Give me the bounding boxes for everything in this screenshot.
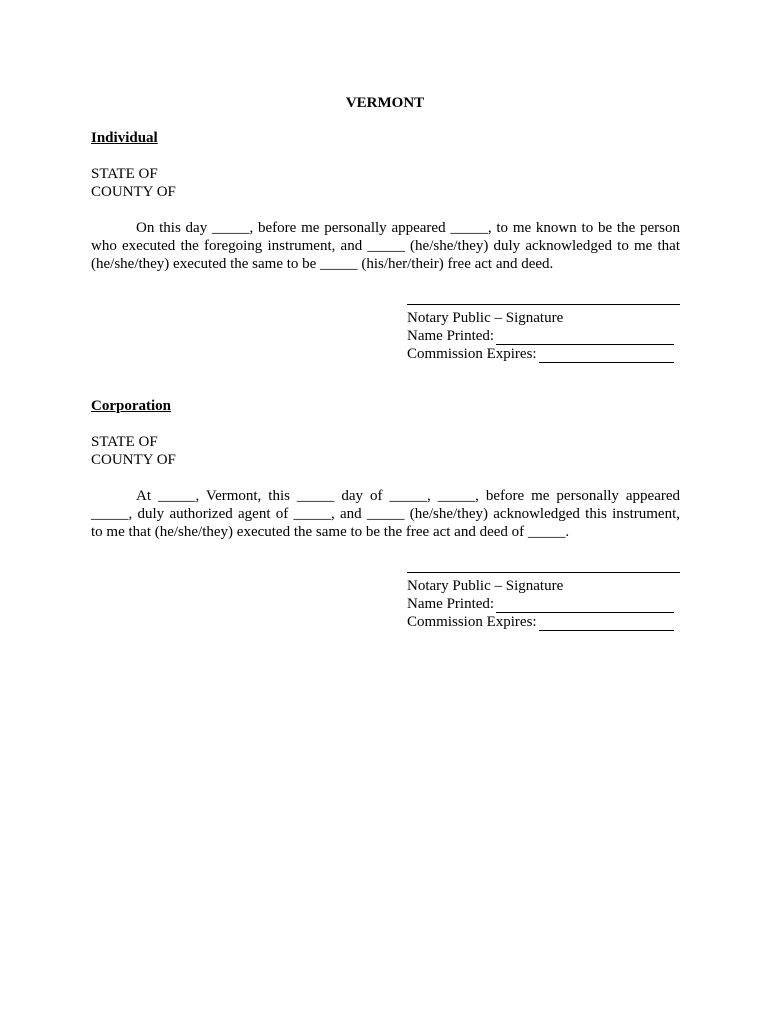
individual-state-label: STATE OF	[91, 166, 158, 182]
notary-signature-label: Notary Public – Signature	[407, 310, 564, 326]
individual-paragraph-line-1: On this day _____, before me personally appeared _____, to me known to be the person	[136, 220, 680, 236]
corporation-county-label: COUNTY OF	[91, 452, 176, 468]
corporation-acknowledgment-paragraph	[91, 487, 680, 541]
document-title: VERMONT	[345, 95, 425, 111]
individual-signature-block	[407, 304, 680, 363]
name-printed-label: Name Printed:	[407, 328, 495, 344]
notary-signature-label: Notary Public – Signature	[407, 578, 564, 594]
notary-signature-line[interactable]	[407, 304, 680, 305]
individual-heading: Individual	[91, 130, 158, 146]
commission-expires-field[interactable]	[539, 348, 674, 363]
name-printed-row	[407, 327, 680, 345]
corporation-paragraph-line-2: _____, duly authorized agent of _____, and _____ (he/she/they) acknowledged this instrument,	[91, 506, 680, 522]
individual-paragraph-line-2: who executed the foregoing instrument, and _____ (he/she/they) duly acknowledged to me that	[91, 238, 680, 254]
name-printed-row	[407, 595, 680, 613]
corporation-signature-block	[407, 572, 680, 631]
commission-expires-row	[407, 613, 680, 631]
individual-paragraph-line-3: (he/she/they) executed the same to be _____ (his/her/their) free act and deed.	[91, 256, 554, 272]
corporation-heading: Corporation	[91, 398, 171, 414]
individual-county-label: COUNTY OF	[91, 184, 176, 200]
name-printed-label: Name Printed:	[407, 596, 495, 612]
commission-expires-row	[407, 345, 680, 363]
notary-signature-line[interactable]	[407, 572, 680, 573]
name-printed-field[interactable]	[496, 330, 674, 345]
name-printed-field[interactable]	[496, 598, 674, 613]
corporation-state-label: STATE OF	[91, 434, 158, 450]
corporation-paragraph-line-1: At _____, Vermont, this _____ day of _____, _____, before me personally appeared	[136, 488, 680, 504]
commission-expires-label: Commission Expires:	[407, 346, 537, 362]
corporation-paragraph-line-3: to me that (he/she/they) executed the same to be the free act and deed of _____.	[91, 524, 570, 540]
commission-expires-label: Commission Expires:	[407, 614, 537, 630]
commission-expires-field[interactable]	[539, 616, 674, 631]
individual-acknowledgment-paragraph	[91, 219, 680, 273]
